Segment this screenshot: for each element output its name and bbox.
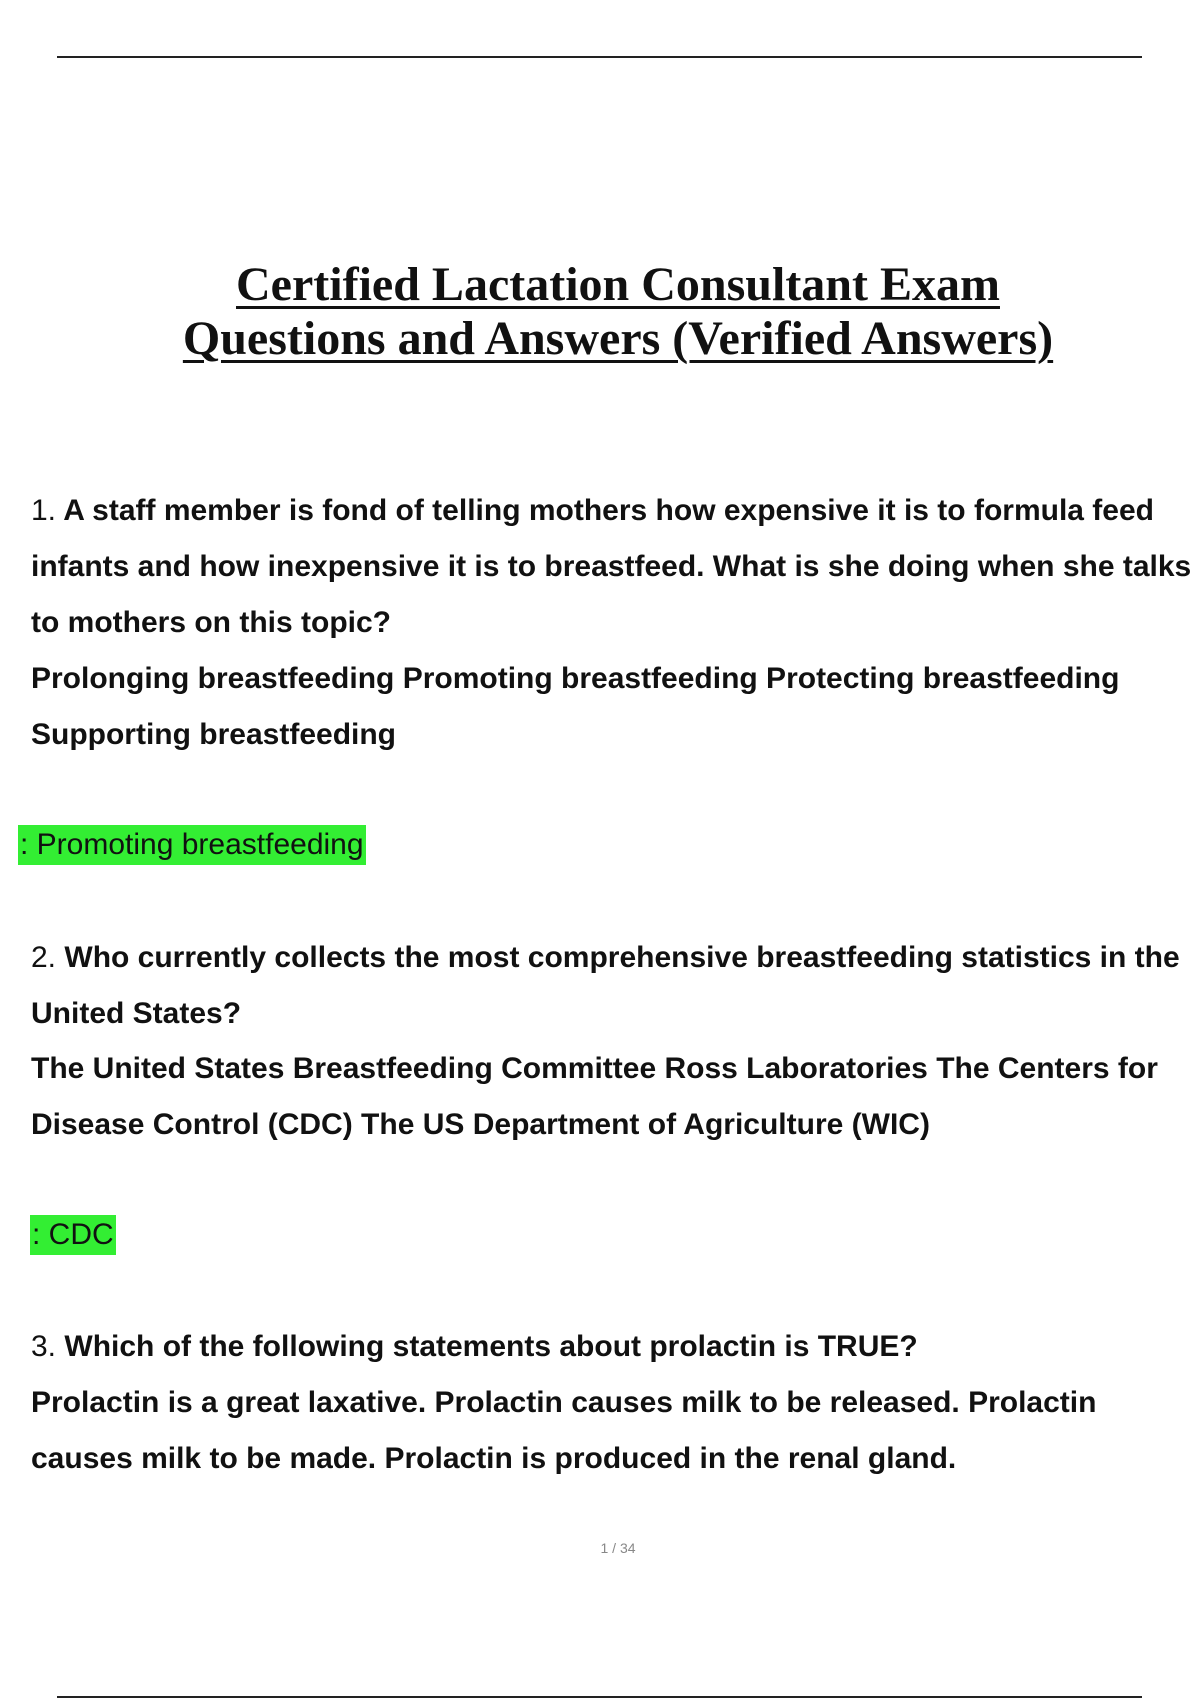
- title-line-2: Questions and Answers (Verified Answers): [182, 312, 1054, 365]
- options-text: Prolactin is a great laxative. Prolactin causes milk to be released. Prolactin causes milk to be made. Prolactin is produced in the renal gland.: [31, 1386, 1097, 1475]
- answer-2: : CDC: [30, 1215, 116, 1255]
- question-3: [31, 1319, 1200, 1375]
- question-number: 3.: [31, 1330, 57, 1363]
- options-text: Prolonging breastfeeding Promoting breastfeeding Protecting breastfeeding Supporting breastfeeding: [31, 662, 1120, 751]
- top-rule: [57, 56, 1142, 58]
- question-text: A staff member is fond of telling mothers how expensive it is to formula feed infants and how inexpensive it is to breastfeed. What is she doing when she talks to mothers on this topic?: [31, 494, 1192, 639]
- page-indicator: 1 / 34: [600, 1540, 636, 1556]
- options-text: The United States Breastfeeding Committee Ross Laboratories The Centers for Disease Control (CDC) The US Department of Agriculture (WIC): [31, 1052, 1158, 1141]
- bottom-rule: [57, 1696, 1142, 1698]
- question-text: Which of the following statements about prolactin is TRUE?: [64, 1330, 918, 1363]
- question-number: 1.: [31, 494, 57, 527]
- title-line-1: Certified Lactation Consultant Exam: [236, 258, 1000, 311]
- question-3-options: [31, 1375, 1200, 1487]
- question-text: Who currently collects the most comprehensive breastfeeding statistics in the United States?: [31, 941, 1180, 1030]
- question-2-options: [31, 1041, 1200, 1153]
- question-number: 2.: [31, 941, 57, 974]
- question-1: [31, 483, 1200, 651]
- question-2: [31, 930, 1200, 1042]
- question-1-options: [31, 651, 1200, 763]
- document-title: [0, 258, 1200, 366]
- answer-1: : Promoting breastfeeding: [18, 825, 366, 865]
